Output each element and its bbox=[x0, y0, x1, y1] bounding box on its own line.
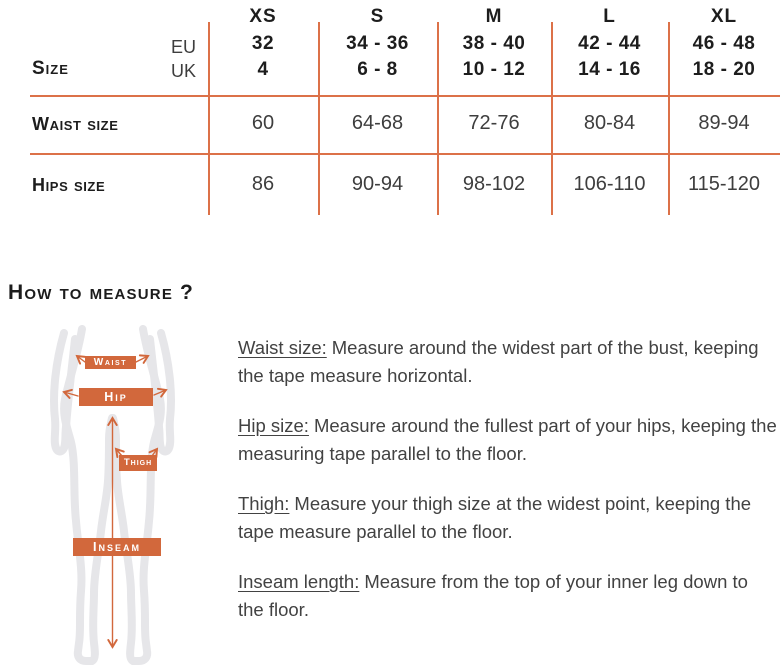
hips-cell-xs: 86 bbox=[251, 173, 275, 195]
waist-cell-l: 80-84 bbox=[583, 112, 636, 134]
hips-cell-xl: 115-120 bbox=[688, 173, 760, 195]
measuring-instructions bbox=[238, 334, 778, 646]
instruction-hip-text: Measure around the fullest part of your hips, keeping the measuring tape parallel to the floor. bbox=[238, 415, 777, 464]
size-col-header-xl: XL bbox=[710, 6, 738, 27]
hips-cell-l: 106-110 bbox=[573, 173, 646, 195]
instruction-waist-text: Measure around the widest part of the bust, keeping the tape measure horizontal. bbox=[238, 337, 759, 386]
size-col-header-m: M bbox=[485, 6, 503, 27]
hip-tag: Hip bbox=[79, 388, 153, 406]
uk-cell-xl: 18 - 20 bbox=[692, 59, 756, 80]
hips-cell-m: 98-102 bbox=[462, 173, 526, 195]
size-table bbox=[0, 0, 780, 230]
waist-tag: Waist bbox=[85, 356, 136, 369]
instruction-thigh-term: Thigh: bbox=[238, 493, 290, 514]
hips-row-label: Hips size bbox=[32, 175, 106, 195]
uk-cell-l: 14 - 16 bbox=[578, 59, 641, 80]
uk-cell-s: 6 - 8 bbox=[357, 59, 398, 80]
instruction-waist-term: Waist size: bbox=[238, 337, 327, 358]
thigh-tag: Thigh bbox=[119, 455, 157, 471]
size-col-header-l: L bbox=[603, 6, 616, 27]
waist-cell-s: 64-68 bbox=[351, 112, 404, 134]
size-col-header-xs: XS bbox=[249, 6, 277, 27]
instruction-hip bbox=[238, 412, 778, 468]
eu-row-label: EU bbox=[170, 37, 196, 57]
hips-cell-s: 90-94 bbox=[351, 173, 404, 195]
measurement-diagram bbox=[20, 325, 230, 669]
eu-cell-xl: 46 - 48 bbox=[692, 33, 756, 54]
uk-cell-m: 10 - 12 bbox=[462, 59, 526, 80]
body-silhouette-figure bbox=[20, 325, 230, 669]
table-row-divider bbox=[30, 95, 780, 97]
instruction-waist bbox=[238, 334, 778, 390]
eu-cell-xs: 32 bbox=[251, 33, 275, 54]
instruction-inseam-text: Measure from the top of your inner leg down to the floor. bbox=[238, 571, 748, 620]
instruction-hip-term: Hip size: bbox=[238, 415, 309, 436]
waist-row-label: Waist size bbox=[32, 114, 119, 134]
table-row-divider bbox=[30, 153, 780, 155]
waist-cell-xs: 60 bbox=[251, 112, 275, 134]
size-row-label: Size bbox=[32, 58, 69, 79]
uk-cell-xs: 4 bbox=[257, 59, 269, 80]
instruction-thigh bbox=[238, 490, 778, 546]
instruction-thigh-text: Measure your thigh size at the widest point, keeping the tape measure parallel to the floor. bbox=[238, 493, 752, 542]
size-col-header-s: S bbox=[370, 6, 385, 27]
inseam-tag: Inseam bbox=[73, 538, 161, 556]
instruction-inseam bbox=[238, 568, 778, 624]
how-to-measure-heading: How to measure ? bbox=[8, 281, 195, 304]
instruction-inseam-term: Inseam length: bbox=[238, 571, 360, 592]
eu-cell-s: 34 - 36 bbox=[346, 33, 409, 54]
eu-cell-l: 42 - 44 bbox=[578, 33, 641, 54]
eu-cell-m: 38 - 40 bbox=[462, 33, 526, 54]
waist-cell-xl: 89-94 bbox=[698, 112, 750, 134]
uk-row-label: UK bbox=[170, 61, 196, 81]
waist-cell-m: 72-76 bbox=[468, 112, 520, 134]
